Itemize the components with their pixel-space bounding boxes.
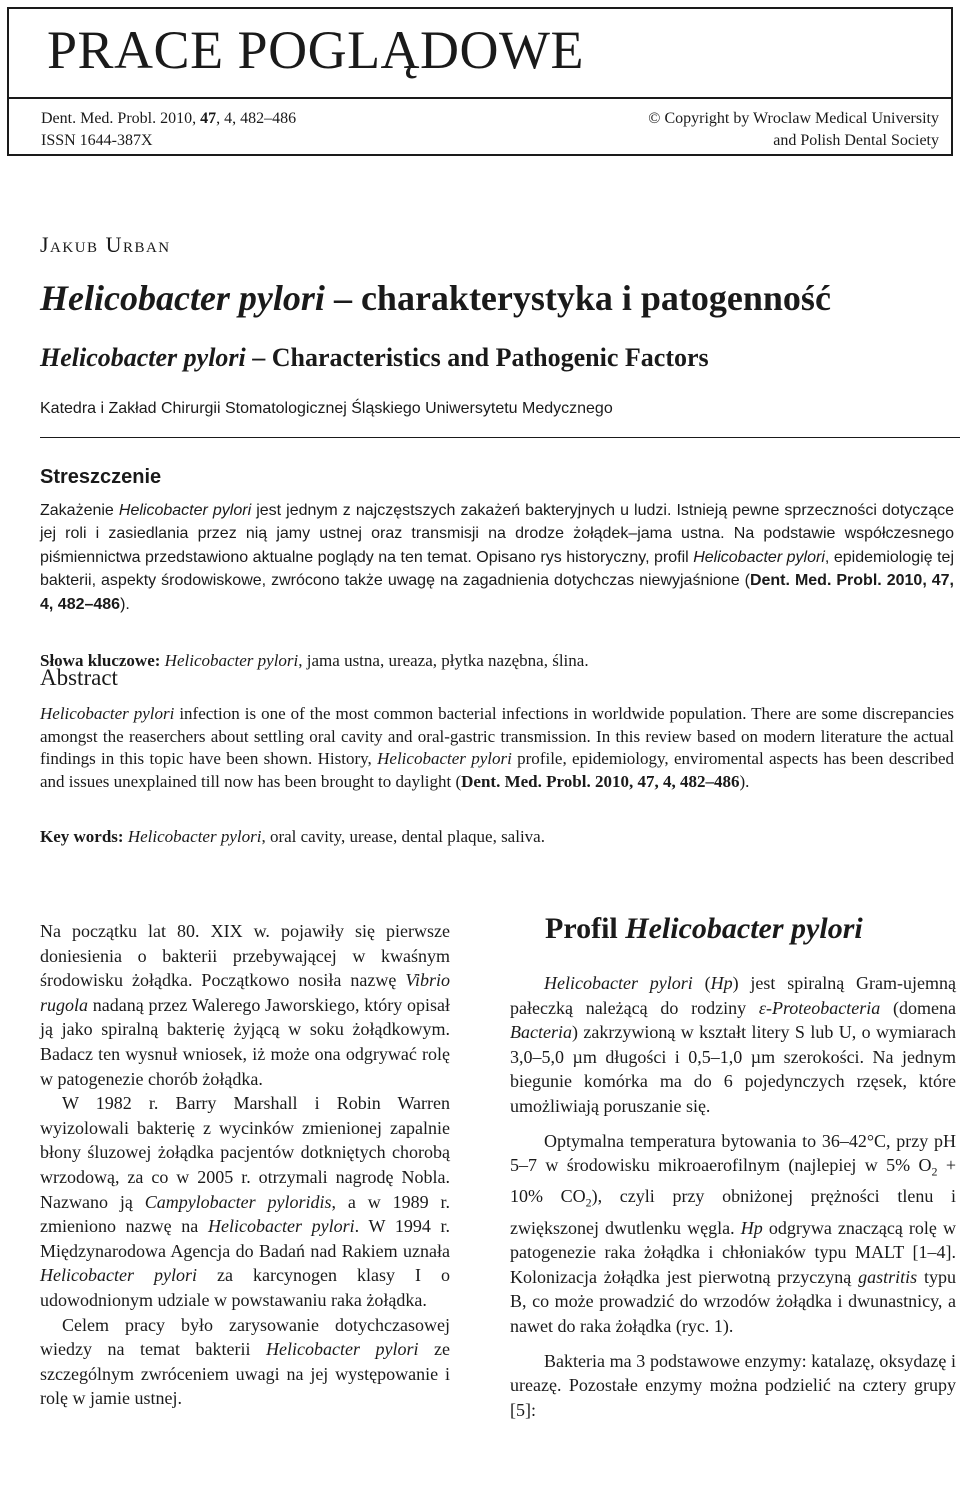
title-polish: Helicobacter pylori – charakterystyka i patogenność [40, 278, 831, 318]
paragraph: Na początku lat 80. XIX w. pojawiły się pierwsze doniesienia o bakterii przebywającej w kwaśnym środowisku żołądka. Początkowo nosiła nazwę Vibrio rugola nadaną przez Walerego Jaworskiego, który opisał ją jako spiralną bakterię żyjącą w soku żołądkowym. Badacz ten wysnuł wniosek, iż może ona odgrywać rolę w patogenezie chorób żołądka. [40, 921, 450, 1089]
issn: ISSN 1644-387X [41, 132, 153, 149]
paragraph: W 1982 r. Barry Marshall i Robin Warren wyizolowali bakterię z wycinków zmienionej zapalnie błony śluzowej żołądka pacjentów dotkniętych chorobą wrzodową, za co w 2005 r. otrzymali nagrodę Nobla. Nazwano ją Campylobacter pyloridis, a w 1989 r. zmieniono nazwę na Helicobacter pylori. W 1994 r. Międzynarodowa Agencja do Badań nad Rakiem uznała Helicobacter pylori za karcynogen klasy I o udowodnionym udziale w powstawaniu raka żołądka. [40, 1093, 451, 1310]
author-name: Jakub Urban [40, 232, 171, 257]
keywords-pl: Słowa kluczowe: Helicobacter pylori, jama ustna, ureaza, płytka nazębna, ślina. [40, 651, 589, 670]
copyright: © Copyright by Wroclaw Medical University and Polish Dental Society [648, 110, 939, 149]
paragraph: Helicobacter pylori (Hp) jest spiralną Gram-ujemną pałeczką należącą do rodziny ε-Proteobacteria (domena Bacteria) zakrzywioną w kształt litery S lub U, o wymiarach 3,0–5,0 µm długości i 0,5–1,0 µm szerokości. Na jednym biegunie komórka ma do 6 pojedynczych rzęsek, które umożliwiają poruszanie się. [510, 973, 956, 1116]
abstract-en-heading: Abstract [40, 665, 118, 690]
section-heading-profile: Profil Helicobacter pylori [545, 912, 863, 945]
paragraph: Bakteria ma 3 podstawowe enzymy: katalazę, oksydazę i ureazę. Pozostałe enzymy można podzielić na cztery grupy [5]: [510, 1350, 956, 1420]
keywords-en: Key words: Helicobacter pylori, oral cavity, urease, dental plaque, saliva. [40, 827, 545, 846]
body-right-column [510, 971, 956, 1422]
section-banner-box [9, 9, 951, 99]
paragraph: Optymalna temperatura bytowania to 36–42°C, przy pH 5–7 w środowisku mikroaerofilnym (najlepiej w 5% $O_2 + 10\%$ $CO_2$), czyli przy obniżonej prężności tlenu i zwiększonej dwutlenku węgla. Hp odgrywa znaczącą rolę w patogenezie raka żołądka i chłoniaków typu MALT [1–4]. Kolonizacja żołądka jest pierwotną przyczyną gastritis typu B, co może prowadzić do wrzodów żołądka i dwunastnicy, a nawet do raka żołądka (ryc. 1). [510, 1130, 957, 1336]
paragraph: Celem pracy było zarysowanie dotychczasowej wiedzy na temat bakterii Helicobacter pylori ze szczególnym zwróceniem uwagi na jej występowanie i rolę w jamie ustnej. [40, 1314, 450, 1409]
section-title: PRACE POGLĄDOWE [47, 20, 585, 80]
journal-header [7, 7, 953, 156]
journal-citation: Dent. Med. Probl. 2010, 47, 4, 482–486 ISSN 1644-387X [41, 108, 296, 152]
divider-rule [40, 437, 960, 438]
abstract-pl-heading: Streszczenie [40, 466, 162, 488]
body-left-column [40, 919, 450, 1411]
affiliation: Katedra i Zakład Chirurgii Stomatologicznej Śląskiego Uniwersytetu Medycznego [40, 400, 613, 417]
abstract-pl-text: Zakażenie Helicobacter pylori jest jednym z najczęstszych zakażeń bakteryjnych u ludzi. Istnieją pewne sprzeczności dotyczące jej roli i zasiedlania przez nią jamy ustnej oraz transmisji na drodze żołądek–jama ustna. Na podstawie współczesnego piśmiennictwa przedstawiono aktualne poglądy na ten temat. Opisano rys historyczny, profil Helicobacter pylori, epidemiologię tej bakterii, aspekty środowiskowe, zwrócono także uwagę na zagadnienia dotychczas niewyjaśnione (Dent. Med. Probl. 2010, 47, 4, 482–486). [40, 502, 955, 613]
abstract-en-text: Helicobacter pylori infection is one of the most common bacterial infections in worldwide population. There are some discrepancies amongst the reaserchers about settling oral cavity and oral-gastric transmission. In this review based on modern literature the actual findings in this topic have been shown. History, Helicobacter pylori profile, epidemiology, enviromental aspects has been described and issues unexplained till now has been brought to daylight (Dent. Med. Probl. 2010, 47, 4, 482–486). [40, 704, 954, 791]
title-english: Helicobacter pylori – Characteristics and Pathogenic Factors [40, 343, 709, 372]
